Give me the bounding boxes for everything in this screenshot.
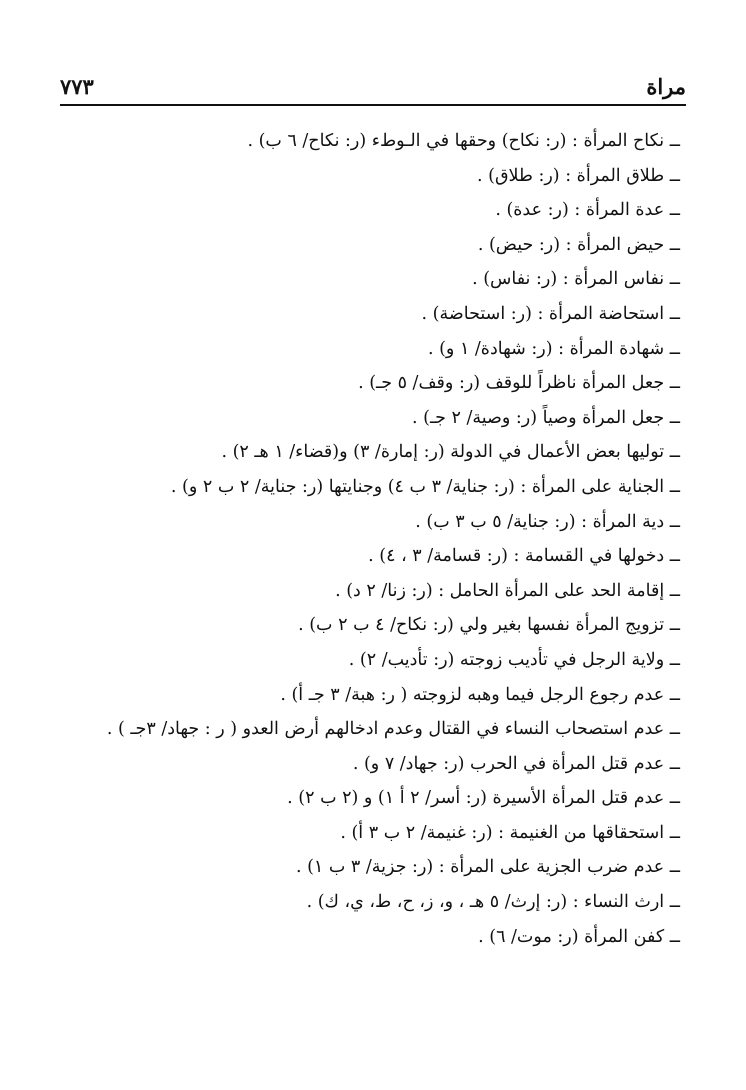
entry-item: ــ عدم استصحاب النساء في القتال وعدم ادخالهم أرض العدو ( ر : جهاد/ ٣جـ ) . <box>106 719 680 740</box>
entry-item: ــ تزويج المرأة نفسها بغير ولي (ر: نكاح/ ٤ ب ٢ ب) . <box>298 615 680 636</box>
entry-item: ــ توليها بعض الأعمال في الدولة (ر: إمارة/ ٣) و(قضاء/ ١ هـ ٢) . <box>221 442 680 463</box>
header-rule <box>60 104 686 106</box>
entry-item: ــ استحاضة المرأة : (ر: استحاضة) . <box>421 303 680 324</box>
entry-item: ــ جعل المرأة وصياً (ر: وصية/ ٢ جـ) . <box>412 407 680 428</box>
entry-item: ــ دخولها في القسامة : (ر: قسامة/ ٣ ، ٤) . <box>368 546 680 567</box>
entry-item: ــ عدم رجوع الرجل فيما وهبه لزوجته ( ر: هبة/ ٣ جـ أ) . <box>280 684 680 705</box>
page-number: ٧٧٣ <box>60 74 94 99</box>
entry-item: ــ حيض المرأة : (ر: حيض) . <box>477 234 680 255</box>
running-head-title: مراة <box>646 74 686 99</box>
entry-item: ــ استحقاقها من الغنيمة : (ر: غنيمة/ ٢ ب ٣ أ) . <box>340 822 680 843</box>
entry-item: ــ كفن المرأة (ر: موت/ ٦) . <box>478 926 680 947</box>
entry-item: ــ ارث النساء : (ر: إرث/ ٥ هـ ، و، ز، ح، ط، ي، ك) . <box>306 892 680 913</box>
entry-item: ــ ولاية الرجل في تأديب زوجته (ر: تأديب/ ٢) . <box>348 649 680 670</box>
entry-item: ــ عدم قتل المرأة في الحرب (ر: جهاد/ ٧ و) . <box>352 753 680 774</box>
entry-item: ــ إقامة الحد على المرأة الحامل : (ر: زنا/ ٢ د) . <box>335 580 680 601</box>
entry-item: ــ نكاح المرأة : (ر: نكاح) وحقها في الـوطء (ر: نكاح/ ٦ ب) . <box>247 131 680 151</box>
entry-list <box>66 124 680 954</box>
entry-item: ــ طلاق المرأة : (ر: طلاق) . <box>477 165 680 186</box>
entry-item: ــ شهادة المرأة : (ر: شهادة/ ١ و) . <box>427 338 680 359</box>
entry-item: ــ عدم ضرب الجزية على المرأة : (ر: جزية/ ٣ ب ١) . <box>295 857 680 878</box>
entry-item: ــ عدم قتل المرأة الأسيرة (ر: أسر/ ٢ أ ١) و (٢ ب ٢) . <box>287 788 680 809</box>
entry-item: ــ جعل المرأة ناظراً للوقف (ر: وقف/ ٥ جـ) . <box>358 373 680 394</box>
entry-item: ــ عدة المرأة : (ر: عدة) . <box>495 200 680 221</box>
entry-item: ــ الجناية على المرأة : (ر: جناية/ ٣ ب ٤) وجنايتها (ر: جناية/ ٢ ب ٢ و) . <box>170 476 680 497</box>
entry-item: ــ دية المرأة : (ر: جناية/ ٥ ب ٣ ب) . <box>415 511 680 532</box>
entry-item: ــ نفاس المرأة : (ر: نفاس) . <box>472 269 680 290</box>
page-header <box>60 70 686 104</box>
